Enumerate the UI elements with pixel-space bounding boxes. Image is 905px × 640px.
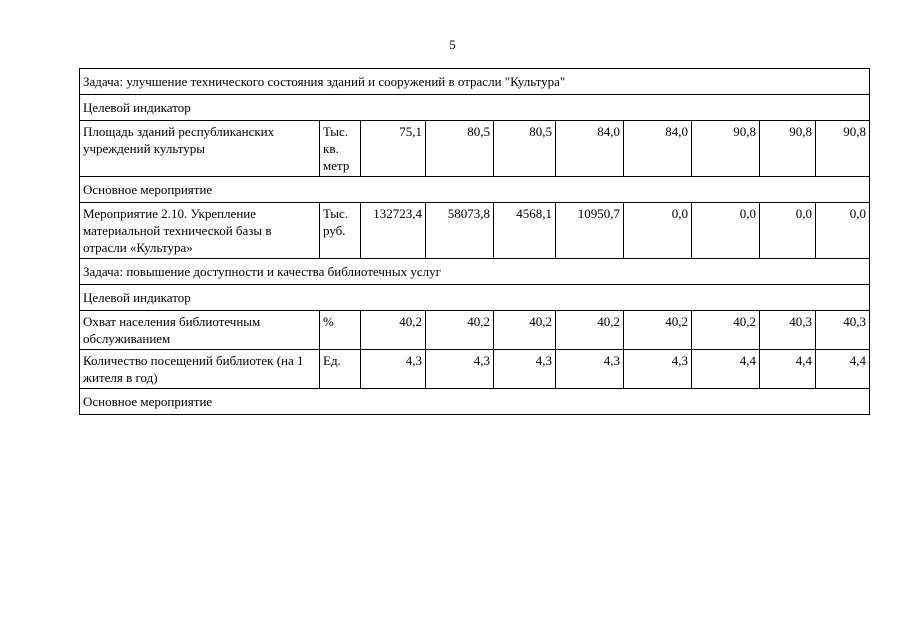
indicator-name-cell: Площадь зданий республиканских учреждений культуры (80, 121, 320, 177)
section-heading: Задача: повышение доступности и качества библиотечных услуг (80, 259, 870, 285)
unit-cell: Тыс. руб. (320, 203, 361, 259)
value-cell: 4,3 (556, 350, 624, 389)
value-cell: 4,4 (760, 350, 816, 389)
value-cell: 84,0 (624, 121, 692, 177)
page-number: 5 (449, 37, 456, 52)
section-heading: Целевой индикатор (80, 95, 870, 121)
unit-cell: Тыс. кв. метр (320, 121, 361, 177)
value-cell: 4,4 (816, 350, 870, 389)
section-heading: Целевой индикатор (80, 285, 870, 311)
table-row (80, 350, 870, 389)
table-row (80, 203, 870, 259)
value-cell: 90,8 (816, 121, 870, 177)
indicator-name-cell: Количество посещений библиотек (на 1 жителя в год) (80, 350, 320, 389)
value-cell: 40,3 (816, 311, 870, 350)
value-cell: 40,2 (692, 311, 760, 350)
section-row (80, 389, 870, 415)
value-cell: 58073,8 (426, 203, 494, 259)
section-heading: Задача: улучшение технического состояния зданий и сооружений в отрасли "Культура" (80, 69, 870, 95)
value-cell: 4,3 (494, 350, 556, 389)
unit-cell: Ед. (320, 350, 361, 389)
value-cell: 40,2 (361, 311, 426, 350)
value-cell: 40,2 (494, 311, 556, 350)
indicator-name-cell: Охват населения библиотечным обслуживанием (80, 311, 320, 350)
value-cell: 0,0 (624, 203, 692, 259)
value-cell: 0,0 (692, 203, 760, 259)
value-cell: 4,3 (361, 350, 426, 389)
indicators-table (79, 68, 870, 415)
value-cell: 40,2 (426, 311, 494, 350)
section-row (80, 177, 870, 203)
value-cell: 80,5 (426, 121, 494, 177)
unit-cell: % (320, 311, 361, 350)
value-cell: 0,0 (816, 203, 870, 259)
value-cell: 40,2 (556, 311, 624, 350)
value-cell: 90,8 (760, 121, 816, 177)
indicator-name-cell: Мероприятие 2.10. Укрепление материальной технической базы в отрасли «Культура» (80, 203, 320, 259)
value-cell: 80,5 (494, 121, 556, 177)
value-cell: 40,3 (760, 311, 816, 350)
value-cell: 4568,1 (494, 203, 556, 259)
value-cell: 75,1 (361, 121, 426, 177)
value-cell: 4,3 (624, 350, 692, 389)
table-row (80, 311, 870, 350)
section-heading: Основное мероприятие (80, 389, 870, 415)
value-cell: 90,8 (692, 121, 760, 177)
section-row (80, 69, 870, 95)
section-heading: Основное мероприятие (80, 177, 870, 203)
table-row (80, 121, 870, 177)
section-row (80, 259, 870, 285)
value-cell: 84,0 (556, 121, 624, 177)
section-row (80, 285, 870, 311)
value-cell: 40,2 (624, 311, 692, 350)
value-cell: 0,0 (760, 203, 816, 259)
value-cell: 4,3 (426, 350, 494, 389)
section-row (80, 95, 870, 121)
value-cell: 132723,4 (361, 203, 426, 259)
value-cell: 10950,7 (556, 203, 624, 259)
value-cell: 4,4 (692, 350, 760, 389)
